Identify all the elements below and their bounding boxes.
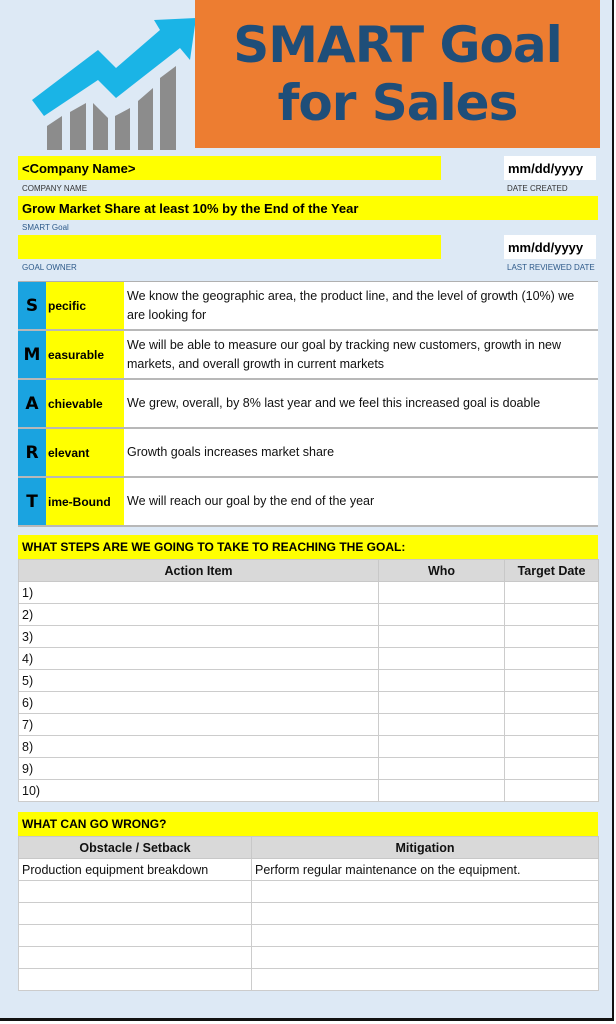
smart-goal-field[interactable]: Grow Market Share at least 10% by the End of the Year bbox=[18, 196, 598, 220]
obstacle-cell[interactable] bbox=[19, 881, 252, 903]
date-created-label: DATE CREATED bbox=[507, 184, 568, 193]
risks-heading: WHAT CAN GO WRONG? bbox=[18, 812, 598, 836]
table-row bbox=[19, 859, 599, 881]
smart-letter: S bbox=[18, 282, 46, 329]
goal-owner-label: GOAL OWNER bbox=[22, 263, 77, 272]
table-row bbox=[19, 670, 599, 692]
table-row bbox=[19, 648, 599, 670]
action-item-cell[interactable]: 6) bbox=[19, 692, 379, 714]
smart-description[interactable]: We know the geographic area, the product line, and the level of growth (10%) we are looking for bbox=[127, 288, 575, 322]
target-date-cell[interactable] bbox=[505, 670, 599, 692]
last-reviewed-label: LAST REVIEWED DATE bbox=[507, 263, 595, 272]
goal-owner-field[interactable] bbox=[18, 235, 441, 259]
target-date-cell[interactable] bbox=[505, 692, 599, 714]
smart-word: ime-Bound bbox=[46, 478, 124, 525]
smart-goal-label: SMART Goal bbox=[22, 223, 69, 232]
steps-heading: WHAT STEPS ARE WE GOING TO TAKE TO REACHING THE GOAL: bbox=[18, 535, 598, 559]
target-date-cell[interactable] bbox=[505, 736, 599, 758]
table-row bbox=[19, 604, 599, 626]
obstacle-cell[interactable] bbox=[19, 925, 252, 947]
who-cell[interactable] bbox=[379, 582, 505, 604]
last-reviewed-field[interactable]: mm/dd/yyyy bbox=[504, 235, 596, 259]
who-cell[interactable] bbox=[379, 604, 505, 626]
risks-table bbox=[18, 836, 599, 991]
column-header-target-date: Target Date bbox=[505, 560, 599, 582]
action-item-cell[interactable]: 4) bbox=[19, 648, 379, 670]
mitigation-cell[interactable]: Perform regular maintenance on the equipment. bbox=[252, 859, 599, 881]
action-item-cell[interactable]: 1) bbox=[19, 582, 379, 604]
mitigation-cell[interactable] bbox=[252, 969, 599, 991]
target-date-cell[interactable] bbox=[505, 626, 599, 648]
table-header-row bbox=[19, 837, 599, 859]
smart-word: chievable bbox=[46, 380, 124, 427]
target-date-cell[interactable] bbox=[505, 714, 599, 736]
target-date-cell[interactable] bbox=[505, 780, 599, 802]
who-cell[interactable] bbox=[379, 736, 505, 758]
smart-row-measurable bbox=[18, 331, 598, 380]
smart-letter: R bbox=[18, 429, 46, 476]
smart-row-achievable bbox=[18, 380, 598, 429]
who-cell[interactable] bbox=[379, 714, 505, 736]
smart-word: easurable bbox=[46, 331, 124, 378]
who-cell[interactable] bbox=[379, 780, 505, 802]
column-header-mitigation: Mitigation bbox=[252, 837, 599, 859]
action-steps-table bbox=[18, 559, 599, 802]
mitigation-cell[interactable] bbox=[252, 881, 599, 903]
action-item-cell[interactable]: 5) bbox=[19, 670, 379, 692]
page-title bbox=[195, 0, 600, 148]
obstacle-cell[interactable] bbox=[19, 903, 252, 925]
table-row bbox=[19, 881, 599, 903]
mitigation-cell[interactable] bbox=[252, 903, 599, 925]
smart-letter: A bbox=[18, 380, 46, 427]
smart-criteria-table bbox=[18, 281, 598, 525]
obstacle-cell[interactable] bbox=[19, 947, 252, 969]
target-date-cell[interactable] bbox=[505, 582, 599, 604]
action-item-cell[interactable]: 10) bbox=[19, 780, 379, 802]
action-item-cell[interactable]: 9) bbox=[19, 758, 379, 780]
target-date-cell[interactable] bbox=[505, 648, 599, 670]
action-item-cell[interactable]: 2) bbox=[19, 604, 379, 626]
who-cell[interactable] bbox=[379, 626, 505, 648]
who-cell[interactable] bbox=[379, 648, 505, 670]
smart-row-relevant bbox=[18, 429, 598, 478]
title-line-1: SMART Goal bbox=[233, 16, 562, 74]
action-item-cell[interactable]: 3) bbox=[19, 626, 379, 648]
mitigation-cell[interactable] bbox=[252, 925, 599, 947]
date-created-field[interactable]: mm/dd/yyyy bbox=[504, 156, 596, 180]
smart-description[interactable]: We grew, overall, by 8% last year and we feel this increased goal is doable bbox=[127, 396, 541, 410]
column-header-who: Who bbox=[379, 560, 505, 582]
smart-description[interactable]: We will reach our goal by the end of the year bbox=[127, 494, 375, 508]
table-row bbox=[19, 969, 599, 991]
obstacle-cell[interactable]: Production equipment breakdown bbox=[19, 859, 252, 881]
table-row bbox=[19, 758, 599, 780]
smart-row-time-bound bbox=[18, 478, 598, 527]
smart-letter: M bbox=[18, 331, 46, 378]
title-line-2: for Sales bbox=[277, 74, 518, 132]
smart-row-specific bbox=[18, 282, 598, 331]
table-row bbox=[19, 714, 599, 736]
action-item-cell[interactable]: 7) bbox=[19, 714, 379, 736]
table-row bbox=[19, 925, 599, 947]
action-item-cell[interactable]: 8) bbox=[19, 736, 379, 758]
table-row bbox=[19, 736, 599, 758]
smart-description[interactable]: We will be able to measure our goal by tracking new customers, growth in new markets, and overall growth in current markets bbox=[127, 337, 562, 371]
who-cell[interactable] bbox=[379, 692, 505, 714]
smart-word: pecific bbox=[46, 282, 124, 329]
table-header-row bbox=[19, 560, 599, 582]
mitigation-cell[interactable] bbox=[252, 947, 599, 969]
target-date-cell[interactable] bbox=[505, 758, 599, 780]
company-name-field[interactable]: <Company Name> bbox=[18, 156, 441, 180]
table-row bbox=[19, 582, 599, 604]
table-row bbox=[19, 780, 599, 802]
smart-letter: T bbox=[18, 478, 46, 525]
smart-description[interactable]: Growth goals increases market share bbox=[127, 445, 335, 459]
column-header-obstacle: Obstacle / Setback bbox=[19, 837, 252, 859]
growth-chart-arrow-icon bbox=[20, 8, 196, 150]
table-row bbox=[19, 692, 599, 714]
who-cell[interactable] bbox=[379, 670, 505, 692]
who-cell[interactable] bbox=[379, 758, 505, 780]
table-row bbox=[19, 903, 599, 925]
column-header-action-item: Action Item bbox=[19, 560, 379, 582]
target-date-cell[interactable] bbox=[505, 604, 599, 626]
obstacle-cell[interactable] bbox=[19, 969, 252, 991]
smart-word: elevant bbox=[46, 429, 124, 476]
table-row bbox=[19, 947, 599, 969]
company-name-label: COMPANY NAME bbox=[22, 184, 88, 193]
table-row bbox=[19, 626, 599, 648]
